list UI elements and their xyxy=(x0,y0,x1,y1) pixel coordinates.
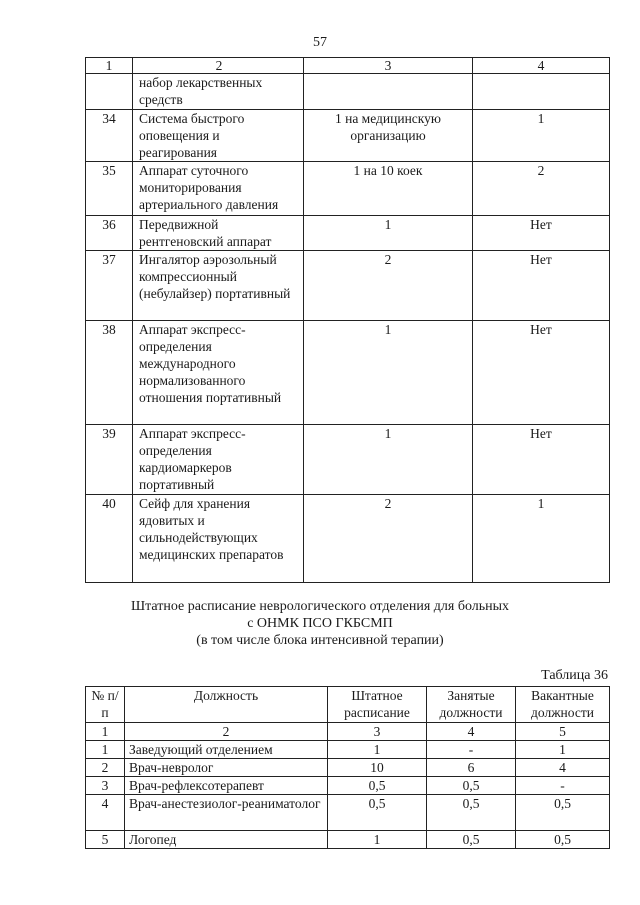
actual-quantity: Нет xyxy=(473,251,610,321)
equipment-name: Ингалятор аэрозольный компрессионный (небулайзер) портативный xyxy=(133,251,304,321)
vacant-count: 4 xyxy=(516,759,610,777)
table-row xyxy=(86,216,610,251)
caption-line: с ОНМК ПСО ГКБСМП xyxy=(247,616,393,631)
header-cell: Занятые должности xyxy=(427,687,516,723)
required-quantity: 2 xyxy=(304,495,473,583)
actual-quantity: Нет xyxy=(473,425,610,495)
required-quantity: 1 xyxy=(304,321,473,425)
row-number: 35 xyxy=(86,162,133,216)
occupied-count: 6 xyxy=(427,759,516,777)
row-number: 5 xyxy=(86,831,125,849)
staff-count: 0,5 xyxy=(328,777,427,795)
row-number: 3 xyxy=(86,777,125,795)
staff-count: 1 xyxy=(328,741,427,759)
subheader-cell: 4 xyxy=(427,723,516,741)
table-row xyxy=(86,74,610,110)
position-name: Заведующий отделением xyxy=(125,741,328,759)
actual-quantity: 1 xyxy=(473,110,610,162)
table-header-row xyxy=(86,687,610,723)
row-number xyxy=(86,74,133,110)
caption-line: (в том числе блока интенсивной терапии) xyxy=(196,633,444,648)
equipment-table xyxy=(85,57,610,583)
table-header-row xyxy=(86,58,610,74)
required-quantity: 1 на 10 коек xyxy=(304,162,473,216)
row-number: 40 xyxy=(86,495,133,583)
subheader-cell: 1 xyxy=(86,723,125,741)
equipment-name: Сейф для хранения ядовитых и сильнодействующих медицинских препаратов xyxy=(133,495,304,583)
staffing-table xyxy=(85,686,610,849)
header-cell: 4 xyxy=(473,58,610,74)
table-subheader-row xyxy=(86,723,610,741)
subheader-cell: 3 xyxy=(328,723,427,741)
equipment-name: Система быстрого оповещения и реагирования xyxy=(133,110,304,162)
row-number: 39 xyxy=(86,425,133,495)
table-row xyxy=(86,795,610,831)
header-cell: № п/п xyxy=(86,687,125,723)
header-cell: 3 xyxy=(304,58,473,74)
subheader-cell: 2 xyxy=(125,723,328,741)
staff-count: 1 xyxy=(328,831,427,849)
required-quantity: 2 xyxy=(304,251,473,321)
table-row xyxy=(86,759,610,777)
header-cell: Должность xyxy=(125,687,328,723)
staff-count: 0,5 xyxy=(328,795,427,831)
actual-quantity xyxy=(473,74,610,110)
vacant-count: - xyxy=(516,777,610,795)
actual-quantity: 1 xyxy=(473,495,610,583)
table-label: Таблица 36 xyxy=(541,668,608,683)
position-name: Врач-невролог xyxy=(125,759,328,777)
vacant-count: 0,5 xyxy=(516,831,610,849)
actual-quantity: Нет xyxy=(473,216,610,251)
equipment-name: Аппарат экспресс-определения кардиомаркеров портативный xyxy=(133,425,304,495)
table-row xyxy=(86,251,610,321)
table-row xyxy=(86,425,610,495)
row-number: 2 xyxy=(86,759,125,777)
header-cell: 1 xyxy=(86,58,133,74)
table-row xyxy=(86,162,610,216)
required-quantity: 1 xyxy=(304,216,473,251)
staff-count: 10 xyxy=(328,759,427,777)
equipment-name: Передвижной рентгеновский аппарат xyxy=(133,216,304,251)
position-name: Врач-рефлексотерапевт xyxy=(125,777,328,795)
row-number: 4 xyxy=(86,795,125,831)
equipment-name: Аппарат суточного мониторирования артериального давления xyxy=(133,162,304,216)
table-row xyxy=(86,831,610,849)
position-name: Логопед xyxy=(125,831,328,849)
table-caption xyxy=(0,598,640,649)
table-row xyxy=(86,495,610,583)
row-number: 37 xyxy=(86,251,133,321)
row-number: 34 xyxy=(86,110,133,162)
vacant-count: 0,5 xyxy=(516,795,610,831)
page-number: 57 xyxy=(313,35,327,50)
table-row xyxy=(86,321,610,425)
header-cell: Вакантные должности xyxy=(516,687,610,723)
required-quantity: 1 на медицинскую организацию xyxy=(304,110,473,162)
occupied-count: - xyxy=(427,741,516,759)
row-number: 1 xyxy=(86,741,125,759)
occupied-count: 0,5 xyxy=(427,777,516,795)
header-cell: 2 xyxy=(133,58,304,74)
actual-quantity: 2 xyxy=(473,162,610,216)
occupied-count: 0,5 xyxy=(427,831,516,849)
required-quantity xyxy=(304,74,473,110)
position-name: Врач-анестезиолог-реаниматолог xyxy=(125,795,328,831)
equipment-name: набор лекарственных средств xyxy=(133,74,304,110)
row-number: 38 xyxy=(86,321,133,425)
table-row xyxy=(86,110,610,162)
row-number: 36 xyxy=(86,216,133,251)
required-quantity: 1 xyxy=(304,425,473,495)
header-cell: Штатное расписание xyxy=(328,687,427,723)
occupied-count: 0,5 xyxy=(427,795,516,831)
equipment-name: Аппарат экспресс-определения международного нормализованного отношения портативный xyxy=(133,321,304,425)
subheader-cell: 5 xyxy=(516,723,610,741)
table-row xyxy=(86,741,610,759)
actual-quantity: Нет xyxy=(473,321,610,425)
vacant-count: 1 xyxy=(516,741,610,759)
caption-line: Штатное расписание неврологического отделения для больных xyxy=(130,599,510,614)
table-row xyxy=(86,777,610,795)
